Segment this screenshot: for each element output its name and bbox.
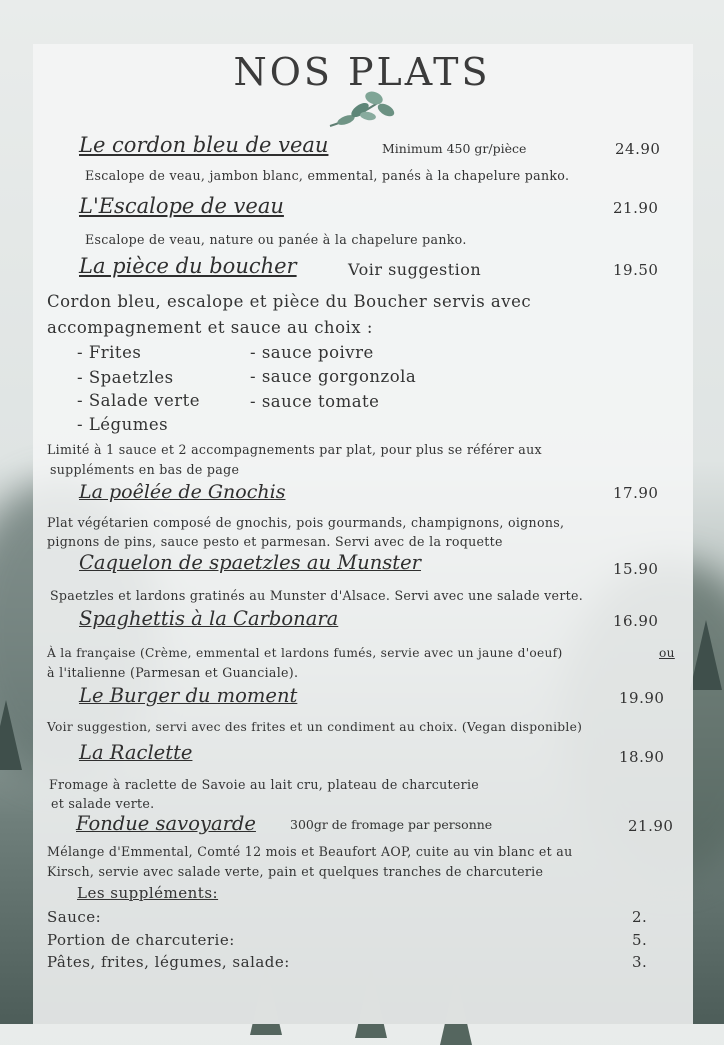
side-option: - Salade verte [77, 391, 201, 410]
supplement-price: 5. [632, 931, 648, 949]
dish-name: Le Burger du moment [79, 684, 298, 707]
dish-description: À la française (Crème, emmental et lardons fumés, servie avec un jaune d'oeuf) [47, 646, 563, 660]
dish-name: La pièce du boucher [79, 254, 297, 278]
dish-description: à l'italienne (Parmesan et Guanciale). [47, 665, 299, 680]
sauce-option: - sauce poivre [250, 343, 374, 362]
dish-price: 19.90 [619, 689, 665, 707]
dish-price: 15.90 [613, 560, 659, 578]
page-title: NOS PLATS [233, 50, 491, 94]
sauce-option: - sauce tomate [250, 392, 380, 411]
dish-note: 300gr de fromage par personne [290, 817, 493, 832]
dish-description: Plat végétarien composé de gnochis, pois gourmands, champignons, oignons, [47, 515, 565, 530]
leaf-ornament-icon [326, 88, 406, 130]
dish-price: 16.90 [613, 612, 659, 630]
dish-name: Spaghettis à la Carbonara [79, 607, 339, 630]
dish-price: 19.50 [613, 261, 659, 279]
sauce-option: - sauce gorgonzola [250, 367, 417, 386]
dish-name: Fondue savoyarde [76, 812, 256, 835]
dish-description: Mélange d'Emmental, Comté 12 mois et Beaufort AOP, cuite au vin blanc et au [47, 844, 573, 859]
supplement-label: Sauce: [47, 908, 102, 926]
dish-description: Spaetzles et lardons gratinés au Munster d'Alsace. Servi avec une salade verte. [50, 588, 584, 603]
dish-note: Minimum 450 gr/pièce [382, 141, 527, 156]
supplement-label: Portion de charcuterie: [47, 931, 235, 949]
dish-price: 18.90 [619, 748, 665, 766]
side-option: - Légumes [77, 415, 169, 434]
dish-name: Caquelon de spaetzles au Munster [79, 551, 422, 574]
dish-name: La poêlée de Gnochis [79, 481, 286, 503]
combo-limit: suppléments en bas de page [50, 462, 240, 477]
supplement-price: 3. [632, 953, 648, 971]
dish-price: 21.90 [628, 817, 674, 835]
combo-limit: Limité à 1 sauce et 2 accompagnements par plat, pour plus se référer aux [47, 442, 542, 457]
dish-description: Fromage à raclette de Savoie au lait cru, plateau de charcuterie [49, 777, 480, 792]
combo-intro: accompagnement et sauce au choix : [47, 318, 373, 337]
dish-description: pignons de pins, sauce pesto et parmesan. Servi avec de la roquette [47, 534, 503, 549]
dish-name: L'Escalope de veau [79, 194, 284, 218]
dish-description-or: ou [659, 646, 675, 660]
dish-note: Voir suggestion [348, 260, 482, 279]
dish-name: Le cordon bleu de veau [79, 133, 329, 157]
dish-name: La Raclette [79, 741, 193, 764]
supplement-label: Pâtes, frites, légumes, salade: [47, 953, 290, 971]
bg-tree-icon [690, 620, 722, 690]
dish-description: Escalope de veau, nature ou panée à la chapelure panko. [85, 232, 467, 247]
dish-description: Voir suggestion, servi avec des frites et un condiment au choix. (Vegan disponible) [47, 720, 583, 734]
combo-intro: Cordon bleu, escalope et pièce du Boucher servis avec [47, 292, 532, 311]
side-option: - Spaetzles [77, 368, 174, 387]
dish-price: 17.90 [613, 484, 659, 502]
dish-price: 21.90 [613, 199, 659, 217]
bg-tree-icon [0, 700, 22, 770]
side-option: - Frites [77, 343, 142, 362]
dish-description: Escalope de veau, jambon blanc, emmental, panés à la chapelure panko. [85, 168, 570, 183]
supplement-price: 2. [632, 908, 648, 926]
dish-price: 24.90 [615, 140, 661, 158]
dish-description: Kirsch, servie avec salade verte, pain et quelques tranches de charcuterie [47, 864, 544, 879]
supplements-heading: Les suppléments: [77, 884, 219, 902]
dish-description: et salade verte. [51, 796, 155, 811]
